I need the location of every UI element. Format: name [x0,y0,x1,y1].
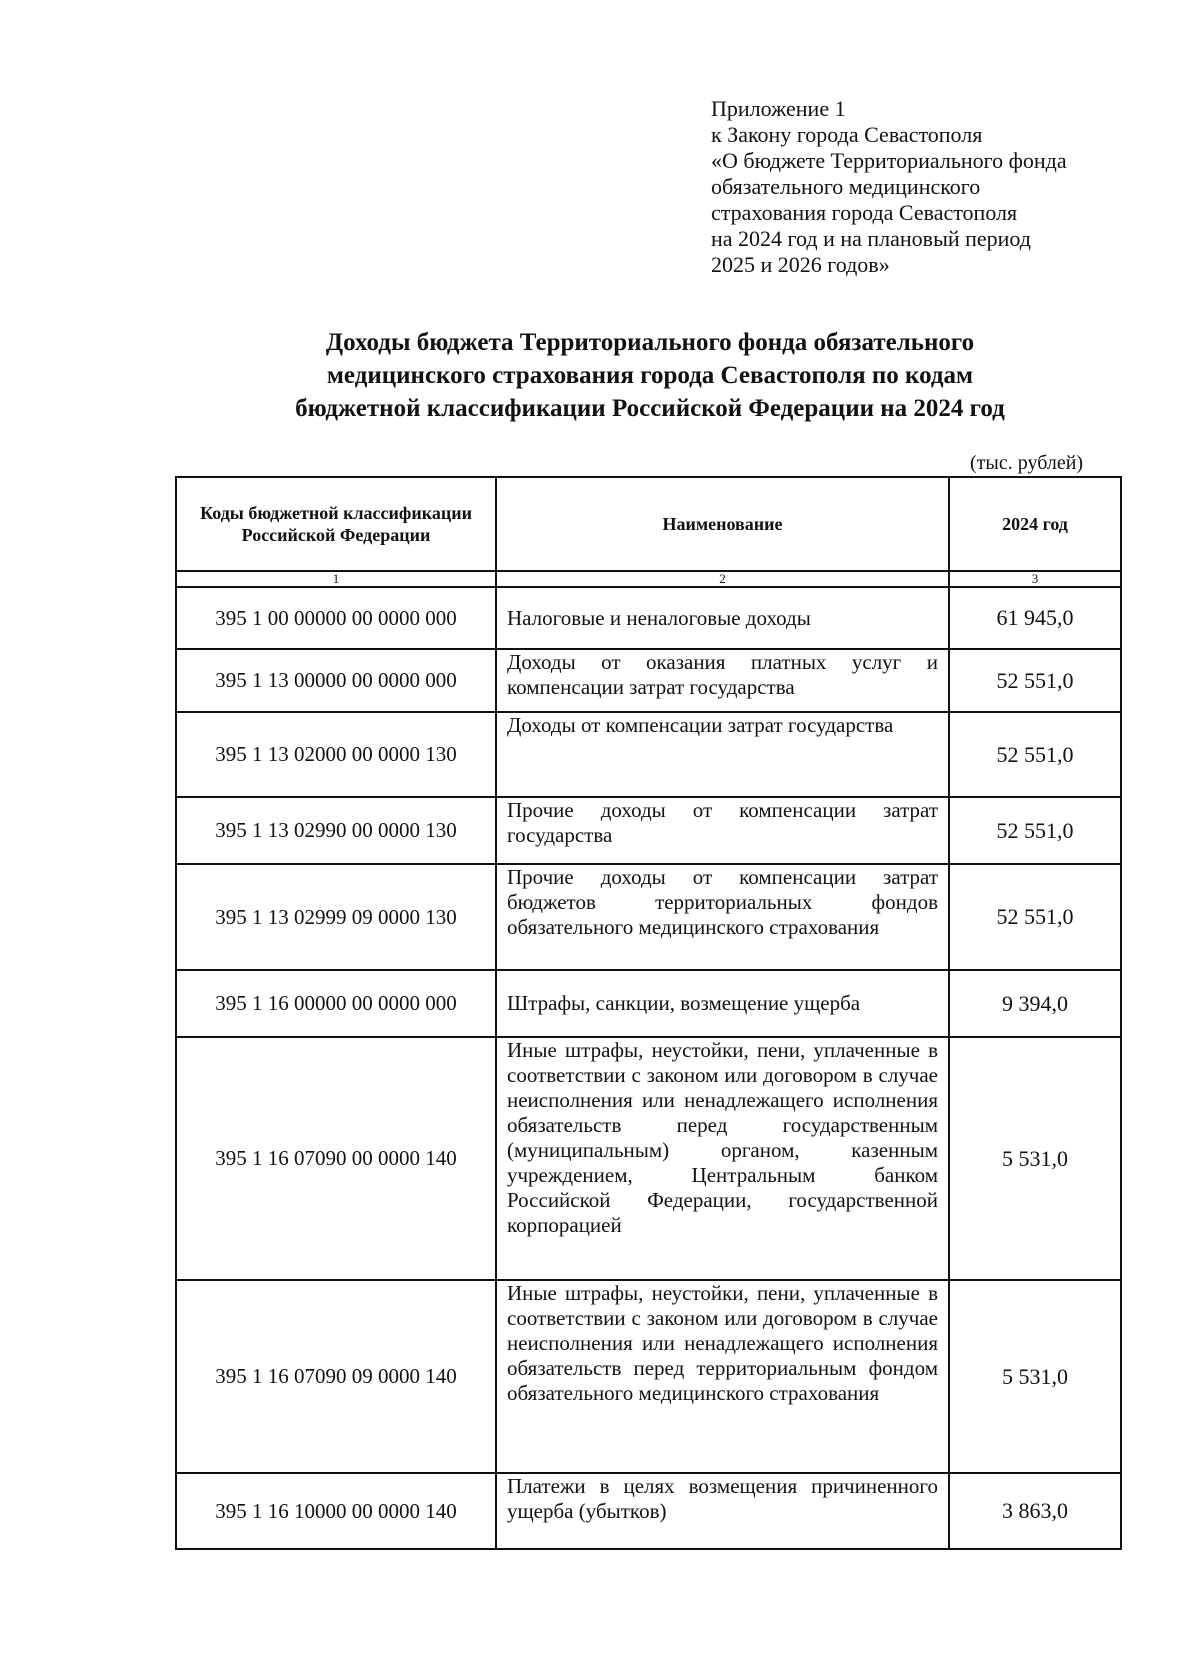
table-row [176,1473,1121,1549]
row-code: 395 1 13 02999 09 0000 130 [176,864,496,970]
appendix-line: на 2024 год и на плановый период [711,226,1031,251]
column-number: 3 [949,571,1121,587]
row-value: 61 945,0 [949,587,1121,649]
row-code: 395 1 16 10000 00 0000 140 [176,1473,496,1549]
header-name: Наименование [496,477,949,571]
column-number: 2 [496,571,949,587]
row-value: 5 531,0 [949,1280,1121,1473]
row-name: Платежи в целях возмещения причиненного ущерба (убытков) [496,1473,949,1549]
row-value: 5 531,0 [949,1037,1121,1280]
row-code: 395 1 13 02000 00 0000 130 [176,712,496,797]
row-value: 9 394,0 [949,970,1121,1037]
budget-table [175,476,1122,1550]
row-code: 395 1 16 07090 09 0000 140 [176,1280,496,1473]
document-title [200,326,1100,425]
table-row [176,587,1121,649]
table-row [176,712,1121,797]
row-value: 52 551,0 [949,797,1121,864]
appendix-line: к Закону города Севастополя [711,122,983,147]
row-value: 52 551,0 [949,864,1121,970]
table-row [176,864,1121,970]
row-value: 52 551,0 [949,649,1121,712]
table-row [176,649,1121,712]
title-line: медицинского страхования города Севастополя по кодам [326,362,974,389]
header-year: 2024 год [949,477,1121,571]
row-value: 52 551,0 [949,712,1121,797]
title-line: Доходы бюджета Территориального фонда обязательного [325,329,975,356]
row-name: Штрафы, санкции, возмещение ущерба [496,970,949,1037]
appendix-line: 2025 и 2026 годов» [711,252,890,277]
row-name: Иные штрафы, неустойки, пени, уплаченные в соответствии с законом или договором в случае неисполнения или ненадлежащего исполнения обязательств перед территориальным фондом обязательного медицинского страхования [496,1280,949,1473]
appendix-line: Приложение 1 [711,96,846,121]
table-header-row [176,477,1121,571]
row-code: 395 1 16 00000 00 0000 000 [176,970,496,1037]
table-row [176,797,1121,864]
units-label: (тыс. рублей) [970,452,1084,474]
appendix-line: обязательного медицинского [711,174,981,199]
column-number-row [176,571,1121,587]
row-name: Иные штрафы, неустойки, пени, уплаченные в соответствии с законом или договором в случае неисполнения или ненадлежащего исполнения обязательств перед государственным (муниципальным) органом, казенным учреждением, Центральным банком Российской Федерации, государственной корпорацией [496,1037,949,1280]
appendix-block [711,96,1131,278]
row-code: 395 1 00 00000 00 0000 000 [176,587,496,649]
row-code: 395 1 13 00000 00 0000 000 [176,649,496,712]
row-name: Прочие доходы от компенсации затрат бюджетов территориальных фондов обязательного медицинского страхования [496,864,949,970]
row-code: 395 1 13 02990 00 0000 130 [176,797,496,864]
column-number: 1 [176,571,496,587]
row-name: Прочие доходы от компенсации затрат государства [496,797,949,864]
row-code: 395 1 16 07090 00 0000 140 [176,1037,496,1280]
table-row [176,970,1121,1037]
table-row [176,1280,1121,1473]
appendix-line: «О бюджете Территориального фонда [711,148,1067,173]
row-value: 3 863,0 [949,1473,1121,1549]
table-row [176,1037,1121,1280]
header-code: Коды бюджетной классификации Российской Федерации [176,477,496,571]
row-name: Доходы от оказания платных услуг и компенсации затрат государства [496,649,949,712]
row-name: Налоговые и неналоговые доходы [496,587,949,649]
appendix-line: страхования города Севастополя [711,200,1018,225]
row-name: Доходы от компенсации затрат государства [496,712,949,797]
title-line: бюджетной классификации Российской Федерации на 2024 год [295,395,1005,422]
